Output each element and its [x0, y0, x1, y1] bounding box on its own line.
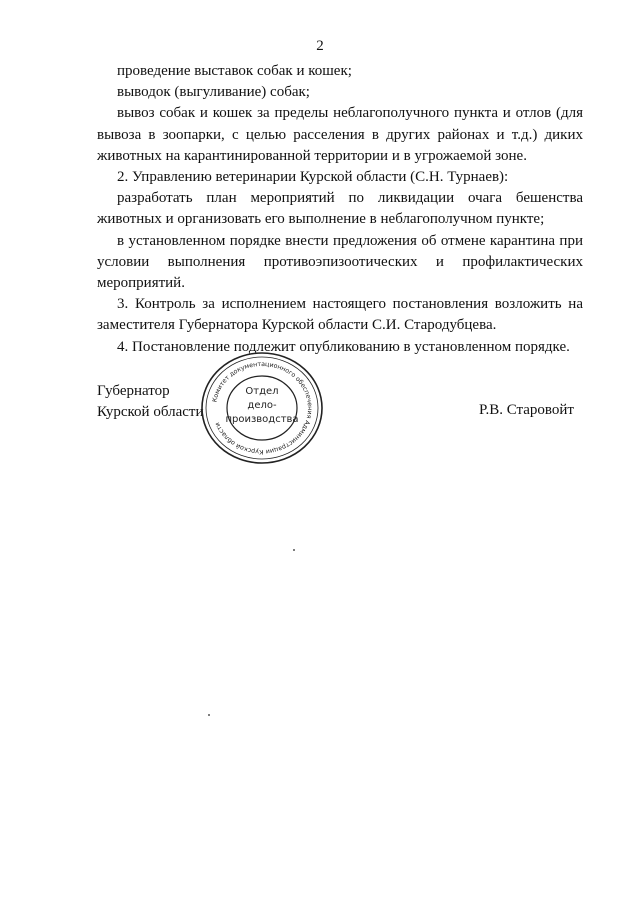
paragraph-7: 3. Контроль за исполнением настоящего постановления возложить на заместителя Губернатора Курской области С.И. Стародубцева. — [97, 296, 583, 334]
signature-name: Р.В. Старовойт — [479, 402, 574, 418]
paragraph-5: разработать план мероприятий по ликвидации очага бешенства животных и организовать его выполнение в неблагополучном пункте; — [97, 190, 583, 228]
scan-speck — [293, 549, 295, 551]
paragraph-2: выводок (выгуливание) собак; — [117, 84, 310, 101]
stamp-seal-icon — [199, 350, 325, 466]
stamp-line3: производства — [225, 414, 299, 425]
paragraph-3: вывоз собак и кошек за пределы неблагополучного пункта и отлов (для вывоза в зоопарки, с целью расселения в других районах и т.д.) диких животных на карантинированной территории и в угрожаемой зоне. — [97, 105, 583, 164]
signature-title-line1: Губернатор — [97, 383, 170, 399]
paragraph-1: проведение выставок собак и кошек; — [117, 63, 352, 79]
signature-title — [97, 381, 203, 422]
scan-speck — [208, 714, 210, 716]
stamp-line1: Отдел — [245, 386, 279, 397]
page-number: 2 — [316, 38, 324, 54]
paragraph-4: 2. Управлению ветеринарии Курской области (С.Н. Турнаев): — [117, 169, 509, 186]
office-stamp — [199, 350, 325, 466]
signature-title-line2: Курской области — [97, 403, 204, 420]
stamp-line2: дело- — [247, 400, 277, 411]
paragraph-8: 4. Постановление подлежит опубликованию в установленном порядке. — [117, 338, 570, 355]
document-body — [97, 61, 583, 358]
stamp-ring-text: Комитет документационного обеспечения Администрации Курской области — [211, 360, 314, 456]
paragraph-6: в установленном порядке внести предложения об отмене карантина при условии выполнения противоэпизоотических и профилактических мероприятий. — [97, 232, 583, 292]
